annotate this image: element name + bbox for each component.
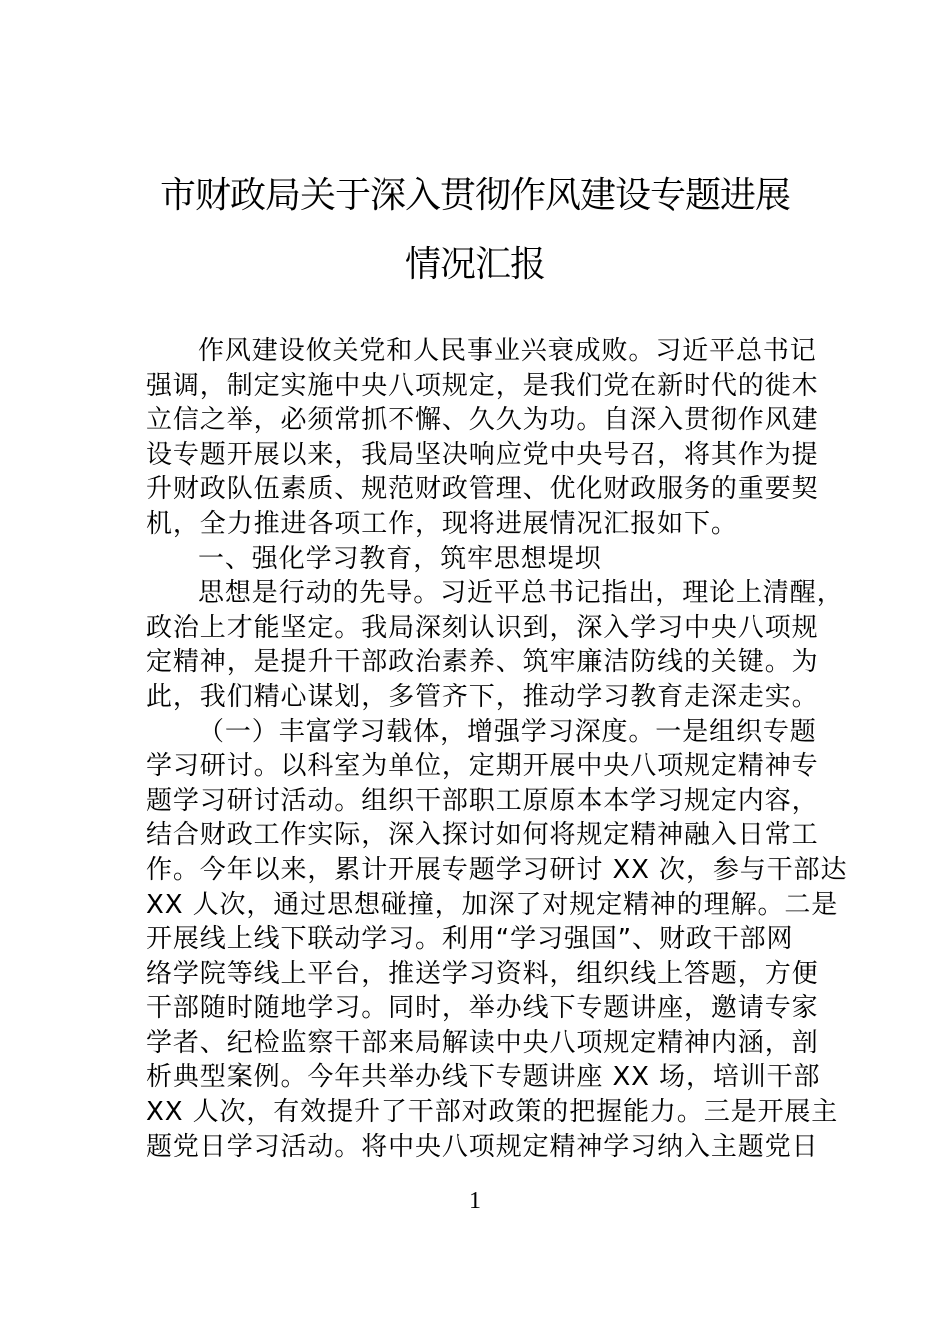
paragraph-line: 题学习研讨活动。组织干部职工原原本本学习规定内容， bbox=[146, 785, 819, 816]
paragraph-line: XX 人次，通过思想碰撞，加深了对规定精神的理解。二是 bbox=[146, 889, 839, 920]
paragraph-line: 机，全力推进各项工作，现将进展情况汇报如下。 bbox=[146, 508, 738, 539]
paragraph-line: 作风建设攸关党和人民事业兴衰成败。习近平总书记 bbox=[198, 336, 817, 366]
paragraph-line: 干部随时随地学习。同时，举办线下专题讲座，邀请专家 bbox=[146, 993, 819, 1024]
paragraph-line: 题党日学习活动。将中央八项规定精神学习纳入主题党日 bbox=[146, 1131, 819, 1162]
paragraph-line: XX 人次，有效提升了干部对政策的把握能力。三是开展主 bbox=[146, 1097, 839, 1128]
subsection-line: （一）丰富学习载体，增强学习深度。一是组织专题 bbox=[198, 716, 817, 747]
paragraph-line: 思想是行动的先导。习近平总书记指出，理论上清醒， bbox=[198, 578, 844, 609]
page-number: 1 bbox=[469, 1188, 481, 1214]
paragraph-line: 学者、纪检监察干部来局解读中央八项规定精神内涵，剖 bbox=[146, 1027, 819, 1058]
paragraph-line: 开展线上线下联动学习。利用“学习强国”、财政干部网 bbox=[146, 924, 794, 955]
paragraph-line: 强调，制定实施中央八项规定，是我们党在新时代的徙木 bbox=[146, 370, 819, 401]
paragraph-line: 作。今年以来，累计开展专题学习研讨 XX 次，参与干部达 bbox=[146, 854, 848, 885]
paragraph-line: 学习研讨。以科室为单位，定期开展中央八项规定精神专 bbox=[146, 751, 819, 782]
paragraph-line: 此，我们精心谋划，多管齐下，推动学习教育走深走实。 bbox=[146, 681, 819, 712]
paragraph-line: 析典型案例。今年共举办线下专题讲座 XX 场，培训干部 bbox=[146, 1062, 821, 1093]
document-body bbox=[146, 334, 848, 1164]
paragraph-line: 络学院等线上平台，推送学习资料，组织线上答题，方便 bbox=[146, 958, 819, 989]
paragraph-line: 政治上才能坚定。我局深刻认识到，深入学习中央八项规 bbox=[146, 612, 819, 643]
section-heading: 一、强化学习教育，筑牢思想堤坝 bbox=[198, 543, 602, 574]
paragraph-line: 立信之举，必须常抓不懈、久久为功。自深入贯彻作风建 bbox=[146, 405, 819, 436]
document-title-line-1: 市财政局关于深入贯彻作风建设专题进展 bbox=[159, 175, 790, 216]
paragraph-line: 定精神，是提升干部政治素养、筑牢廉洁防线的关键。为 bbox=[146, 647, 819, 678]
document-title-line-2: 情况汇报 bbox=[404, 244, 545, 285]
paragraph-line: 结合财政工作实际，深入探讨如何将规定精神融入日常工 bbox=[146, 820, 819, 851]
paragraph-line: 升财政队伍素质、规范财政管理、优化财政服务的重要契 bbox=[146, 474, 819, 505]
paragraph-line: 设专题开展以来，我局坚决响应党中央号召，将其作为提 bbox=[146, 439, 819, 470]
